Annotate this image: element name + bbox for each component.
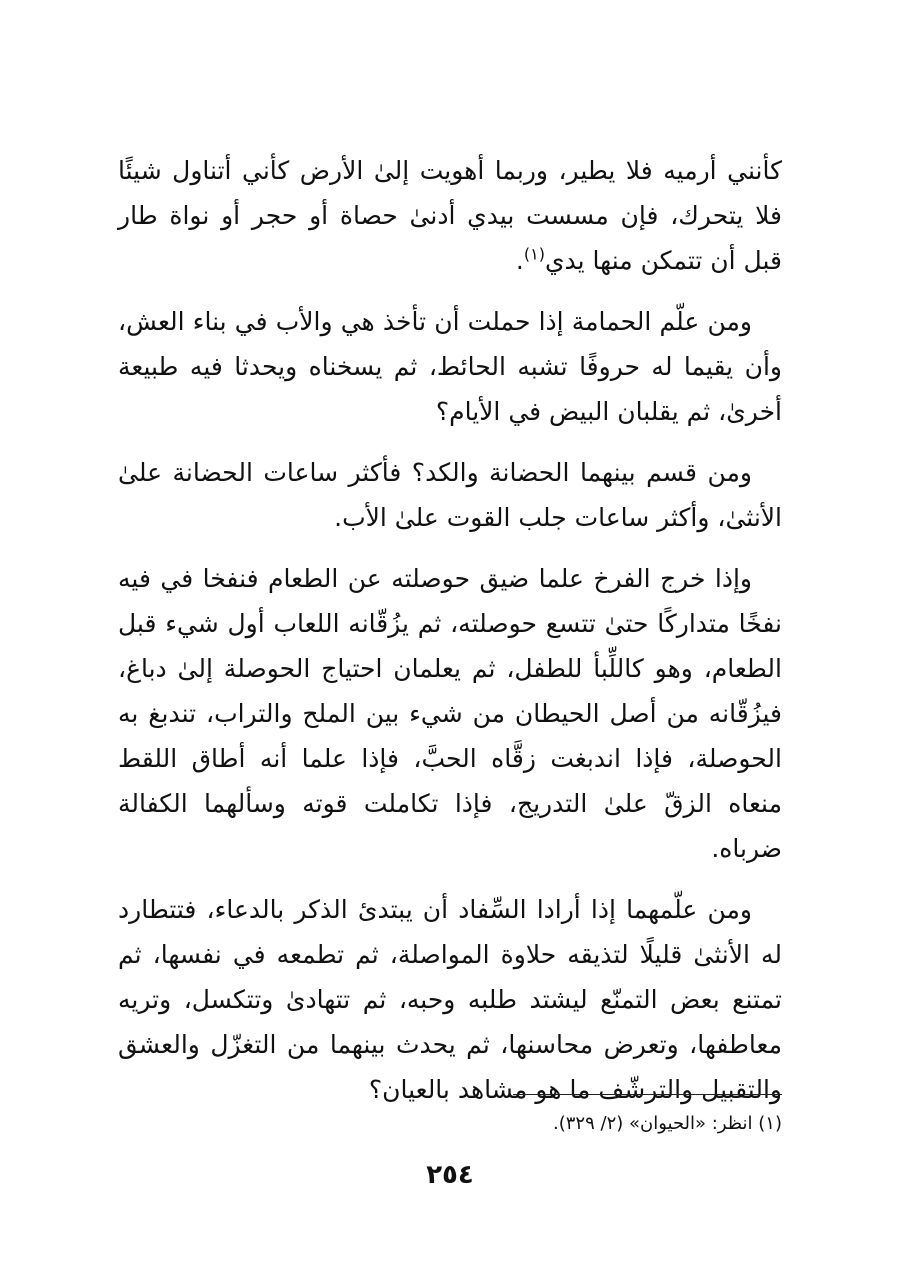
paragraph-2: ومن علّم الحمامة إذا حملت أن تأخذ هي والأب في بناء العش، وأن يقيما له حروفًا تشبه الحائط، ثم يسخناه ويحدثا فيه طبيعة أخرىٰ، ثم يقلبان البيض في الأيام؟ xyxy=(118,307,782,426)
body-text xyxy=(118,148,782,1128)
paragraph-1-text: كأنني أرميه فلا يطير، وربما أهويت إلىٰ الأرض كأني أتناول شيئًا فلا يتحرك، فإن مسست بيدي أدنىٰ حصاة أو حجر أو نواة طار قبل أن تتمكن منها يدي xyxy=(118,156,782,275)
paragraph-4: وإذا خرج الفرخ علما ضيق حوصلته عن الطعام فنفخا في فيه نفخًا متداركًا حتىٰ تتسع حوصلته، ثم يزُقّانه اللعاب أول شيء قبل الطعام، وهو كاللِّبأ للطفل، ثم يعلمان احتياج الحوصلة إلىٰ دباغ، فيزُقّانه من أصل الحيطان من شيء بين الملح والتراب، تندبغ به الحوصلة، فإذا اندبغت زقَّاه الحبَّ، فإذا علما أنه أطاق اللقط منعاه الزقّ علىٰ التدريج، فإذا تكاملت قوته وسألهما الكفالة ضرباه. xyxy=(118,564,782,863)
footnote-divider xyxy=(513,1094,782,1095)
paragraph-3: ومن قسم بينهما الحضانة والكد؟ فأكثر ساعات الحضانة علىٰ الأنثىٰ، وأكثر ساعات جلب القوت علىٰ الأب. xyxy=(118,458,782,532)
paragraph-5: ومن علّمهما إذا أرادا السِّفاد أن يبتدئ الذكر بالدعاء، فتتطارد له الأنثىٰ قليلًا لتذيقه حلاوة المواصلة، ثم تطمعه في نفسها، ثم تمتنع بعض التمنّع ليشتد طلبه وحبه، ثم تتهادىٰ وتتكسل، وتريه معاطفها، وتعرض محاسنها، ثم يحدث بينهما من التغزّل والعشق والتقبيل والترشّف ما هو مشاهد بالعيان؟ xyxy=(118,895,782,1104)
footnote: (١) انظر: «الحيوان» (٢/ ٣٢٩). xyxy=(553,1113,782,1134)
paragraph-1-end: . xyxy=(515,246,524,275)
page-number: ٢٥٤ xyxy=(426,1160,474,1190)
footnote-reference: (١) xyxy=(523,244,545,264)
paragraph-1 xyxy=(118,148,782,283)
